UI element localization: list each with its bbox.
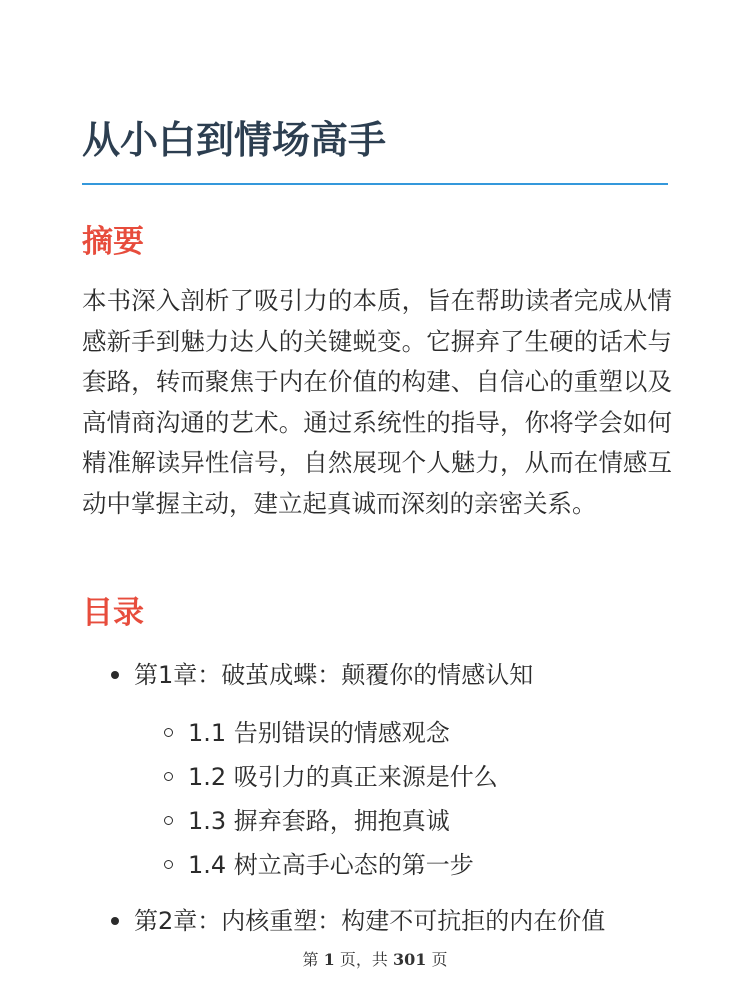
bullet-disc-icon (111, 671, 119, 679)
toc-section-1-3 (188, 803, 450, 839)
footer-suffix: 页 (431, 950, 448, 969)
bullet-circle-icon (164, 728, 173, 737)
toc-section-label: 1.1 告别错误的情感观念 (188, 719, 450, 747)
toc-section-1-2 (188, 759, 498, 795)
bullet-disc-icon (111, 917, 119, 925)
toc-chapter-2 (134, 903, 605, 939)
toc-chapter-1 (134, 657, 533, 693)
toc-section-label: 1.2 吸引力的真正来源是什么 (188, 763, 498, 791)
toc-section-1-4 (188, 847, 474, 883)
title-divider (82, 183, 668, 185)
abstract-paragraph: 本书深入剖析了吸引力的本质，旨在帮助读者完成从情感新手到魅力达人的关键蜕变。它摒弃了生硬的话术与套路，转而聚焦于内在价值的构建、自信心的重塑以及高情商沟通的艺术。通过系统性的指导，你将学会如何精准解读异性信号，自然展现个人魅力，从而在情感互动中掌握主动，建立起真诚而深刻的亲密关系。 (82, 286, 672, 518)
toc-section-1-1 (188, 715, 450, 751)
toc-heading: 目录 (82, 595, 144, 631)
bullet-circle-icon (164, 772, 173, 781)
toc-chapter-2-label: 第2章：内核重塑：构建不可抗拒的内在价值 (134, 907, 606, 935)
footer-middle: 页，共 (339, 950, 388, 969)
toc-chapter-1-label: 第1章：破茧成蝶：颠覆你的情感认知 (134, 661, 534, 689)
book-title: 从小白到情场高手 (82, 118, 387, 162)
footer-total-pages: 301 (392, 950, 427, 969)
page-footer (0, 949, 750, 971)
footer-prefix: 第 (302, 950, 319, 969)
toc-section-label: 1.4 树立高手心态的第一步 (188, 851, 474, 879)
bullet-circle-icon (164, 816, 173, 825)
footer-page-number: 1 (323, 950, 335, 969)
abstract-heading: 摘要 (82, 224, 144, 260)
bullet-circle-icon (164, 860, 173, 869)
toc-section-label: 1.3 摒弃套路，拥抱真诚 (188, 807, 450, 835)
